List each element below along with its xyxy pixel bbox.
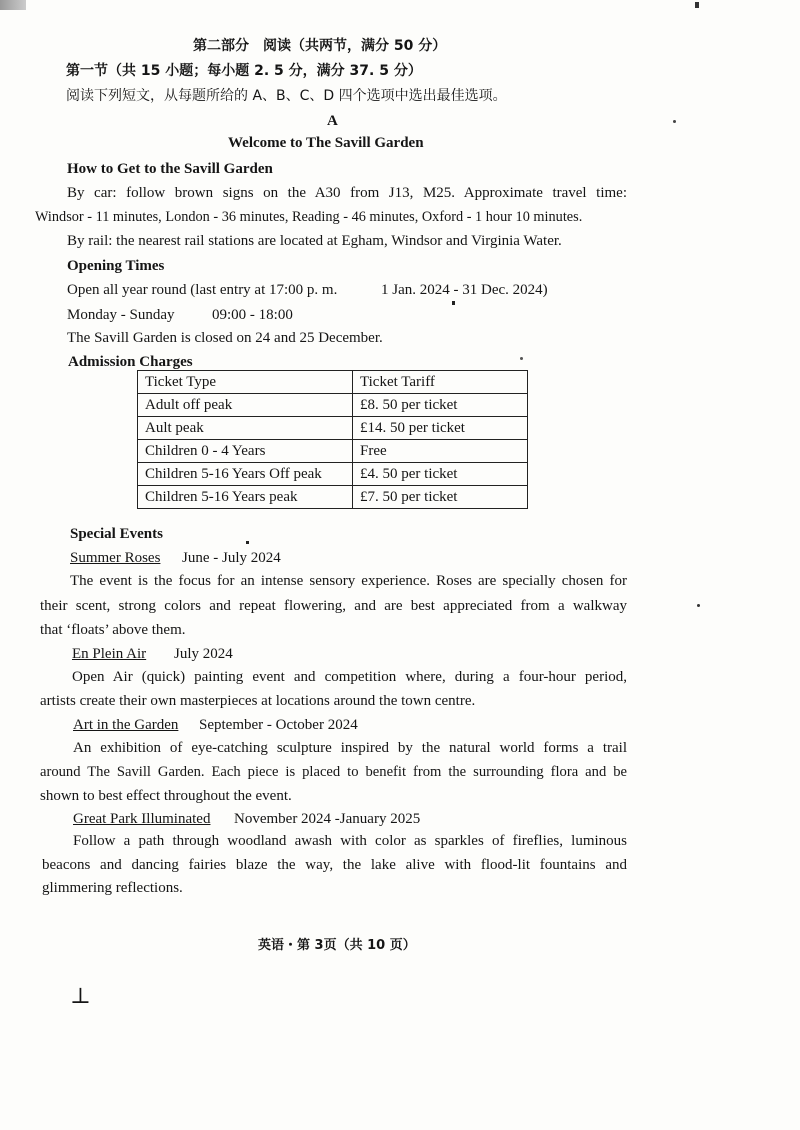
admission-heading: Admission Charges <box>68 354 193 370</box>
event-description-line: their scent, strong colors and repeat flowering, and are best appreciated from a walkway <box>40 598 627 614</box>
event-name: En Plein Air <box>72 646 147 662</box>
page-footer: 英语・第 3页（共 10 页） <box>258 938 416 953</box>
ticket-type-cell: Children 5-16 Years peak <box>138 486 353 509</box>
ticket-tariff-cell: £8. 50 per ticket <box>353 394 528 417</box>
event-description-line: An exhibition of eye-catching sculpture inspired by the natural world forms a trail <box>73 740 627 756</box>
event-description-line: The event is the focus for an intense sensory experience. Roses are specially chosen for <box>70 573 627 589</box>
ticket-type-cell: Ault peak <box>138 417 353 440</box>
ticket-type-cell: Adult off peak <box>138 394 353 417</box>
directions-heading: How to Get to the Savill Garden <box>67 161 273 177</box>
opening-line: Open all year round (last entry at 17:00 p. m. <box>67 282 338 298</box>
ticket-type-cell: Children 0 - 4 Years <box>138 440 353 463</box>
ticket-type-cell: Children 5-16 Years Off peak <box>138 463 353 486</box>
ticket-tariff-cell: £7. 50 per ticket <box>353 486 528 509</box>
ticket-tariff-cell: £14. 50 per ticket <box>353 417 528 440</box>
event-description-line: beacons and dancing fairies blaze the way, the lake alive with flood-lit fountains and <box>42 857 627 873</box>
closed-notice: The Savill Garden is closed on 24 and 25 December. <box>67 330 383 346</box>
table-row <box>138 417 528 440</box>
opening-days: Monday - Sunday <box>67 307 175 323</box>
scan-corner-mark <box>0 0 26 10</box>
event-name: Summer Roses <box>70 550 161 566</box>
event-name: Great Park Illuminated <box>73 811 211 827</box>
scan-speck <box>695 2 699 8</box>
opening-dates: 1 Jan. 2024 - 31 Dec. 2024) <box>381 282 548 298</box>
event-description-line: around The Savill Garden. Each piece is placed to benefit from the surrounding flora and be <box>40 764 627 780</box>
scan-speck <box>520 357 523 360</box>
passage-letter: A <box>327 113 338 129</box>
ticket-tariff-cell: Free <box>353 440 528 463</box>
event-description-line: Follow a path through woodland awash with color as sparkles of fireflies, luminous <box>73 833 627 849</box>
opening-heading: Opening Times <box>67 258 165 274</box>
passage-title: Welcome to The Savill Garden <box>228 135 424 151</box>
scan-speck <box>452 301 455 305</box>
reading-instruction: 阅读下列短文，从每题所给的 A、B、C、D 四个选项中选出最佳选项。 <box>66 88 507 104</box>
table-row <box>138 440 528 463</box>
ticket-tariff-cell: £4. 50 per ticket <box>353 463 528 486</box>
corner-mark: ⊥ <box>70 983 91 1008</box>
car-directions-line-2: Windsor - 11 minutes, London - 36 minutes, Reading - 46 minutes, Oxford - 1 hour 10 minutes. <box>35 209 583 225</box>
events-heading: Special Events <box>70 526 163 542</box>
event-description-line: shown to best effect throughout the event. <box>40 788 292 804</box>
scan-speck <box>246 541 249 544</box>
car-directions-line-1: By car: follow brown signs on the A30 from J13, M25. Approximate travel time: <box>67 185 627 201</box>
rail-directions: By rail: the nearest rail stations are located at Egham, Windsor and Virginia Water. <box>67 233 562 249</box>
event-dates: June - July 2024 <box>182 550 281 566</box>
scan-speck <box>673 120 676 123</box>
section-title: 第一节（共 15 小题；每小题 2. 5 分，满分 37. 5 分） <box>66 63 422 79</box>
event-description-line: that ‘floats’ above them. <box>40 622 186 638</box>
admission-table <box>137 370 528 509</box>
table-row <box>138 394 528 417</box>
table-row <box>138 486 528 509</box>
event-name: Art in the Garden <box>73 717 179 733</box>
table-header-cell: Ticket Tariff <box>353 371 528 394</box>
event-description-line: Open Air (quick) painting event and competition where, during a four-hour period, <box>72 669 627 685</box>
event-dates: September - October 2024 <box>199 717 358 733</box>
table-row <box>138 463 528 486</box>
scan-speck <box>697 604 700 607</box>
event-description-line: glimmering reflections. <box>42 880 183 896</box>
table-header-cell: Ticket Type <box>138 371 353 394</box>
event-description-line: artists create their own masterpieces at locations around the town centre. <box>40 693 476 709</box>
part-title: 第二部分 阅读（共两节，满分 50 分） <box>193 38 447 54</box>
table-header-row <box>138 371 528 394</box>
opening-hours: 09:00 - 18:00 <box>212 307 293 323</box>
event-dates: November 2024 -January 2025 <box>234 811 421 827</box>
event-dates: July 2024 <box>174 646 233 662</box>
